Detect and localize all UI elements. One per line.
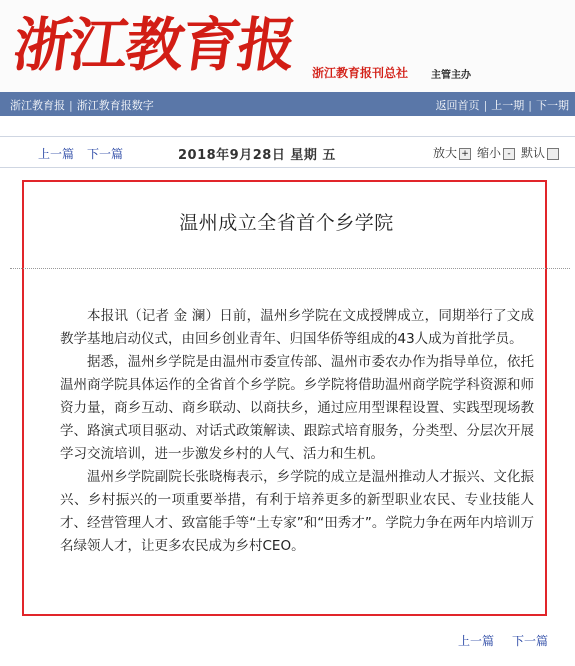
top-navbar (0, 92, 575, 116)
plus-icon[interactable]: + (459, 148, 471, 160)
zoom-in-control[interactable] (433, 144, 471, 161)
next-article-link[interactable]: 下一篇 (87, 147, 124, 161)
sponsor-label: 主管主办 (431, 70, 471, 81)
article-paragraph: 本报讯（记者 金 澜）日前，温州乡学院在文成授牌成立，同期举行了文成教学基地启动仪式，由回乡创业青年、归国华侨等组成的43人成为首批学员。 (60, 308, 534, 347)
nav-link-prev-issue[interactable]: 上一期 (491, 99, 525, 112)
masthead (0, 0, 575, 92)
prev-article-link[interactable]: 上一篇 (38, 147, 75, 161)
article-title: 温州成立全省首个乡学院 (179, 212, 394, 234)
publisher-name: 浙江教育报刊总社 (312, 66, 409, 80)
issue-date: 2018年9月28日 星期 五 (178, 148, 336, 163)
default-size-label: 默认 (521, 146, 546, 160)
nav-separator: | (483, 99, 488, 112)
article-body (60, 305, 534, 558)
zoom-out-label: 缩小 (477, 146, 502, 160)
article-paragraph: 温州乡学院副院长张晓梅表示，乡学院的成立是温州推动人才振兴、文化振兴、乡村振兴的一项重要举措，有利于培养更多的新型职业农民、专业技能人才、经营管理人才、致富能手等“土专家”和“田秀才”。学院力争在两年内培训万名绿领人才，让更多农民成为乡村CEO。 (60, 469, 534, 554)
article-toolbar (0, 136, 575, 168)
divider (10, 268, 570, 269)
logo: 浙江教育报 (9, 11, 299, 79)
default-size-control[interactable] (521, 144, 559, 161)
nav-separator: | (69, 99, 73, 112)
article-paragraph: 据悉，温州乡学院是由温州市委宣传部、温州市委农办作为指导单位，依托温州商学院具体运作的全省首个乡学院。乡学院将借助温州商学院学科资源和师资力量，商乡互动、商乡联动、以商扶乡，通过应用型课程设置、实践型现场教学、路演式项目驱动、对话式政策解读、跟踪式培育服务，分类型、分层次开展学习交流培训，进一步激发乡村的人气、活力和生机。 (60, 354, 534, 462)
nav-separator: | (528, 99, 532, 112)
zoom-out-control[interactable] (477, 144, 515, 161)
minus-icon[interactable]: - (503, 148, 515, 160)
nav-link-return-home[interactable]: 返回首页 (435, 99, 480, 112)
nav-link-next-issue[interactable]: 下一期 (536, 99, 569, 112)
nav-link-digital[interactable]: 浙江教育报数字 (76, 99, 154, 112)
reset-size-icon[interactable] (547, 148, 559, 160)
zoom-in-label: 放大 (433, 146, 458, 160)
nav-link-home[interactable]: 浙江教育报 (10, 99, 65, 112)
bottom-next-article-link[interactable]: 下一篇 (512, 634, 549, 648)
bottom-prev-article-link[interactable]: 上一篇 (458, 634, 495, 648)
